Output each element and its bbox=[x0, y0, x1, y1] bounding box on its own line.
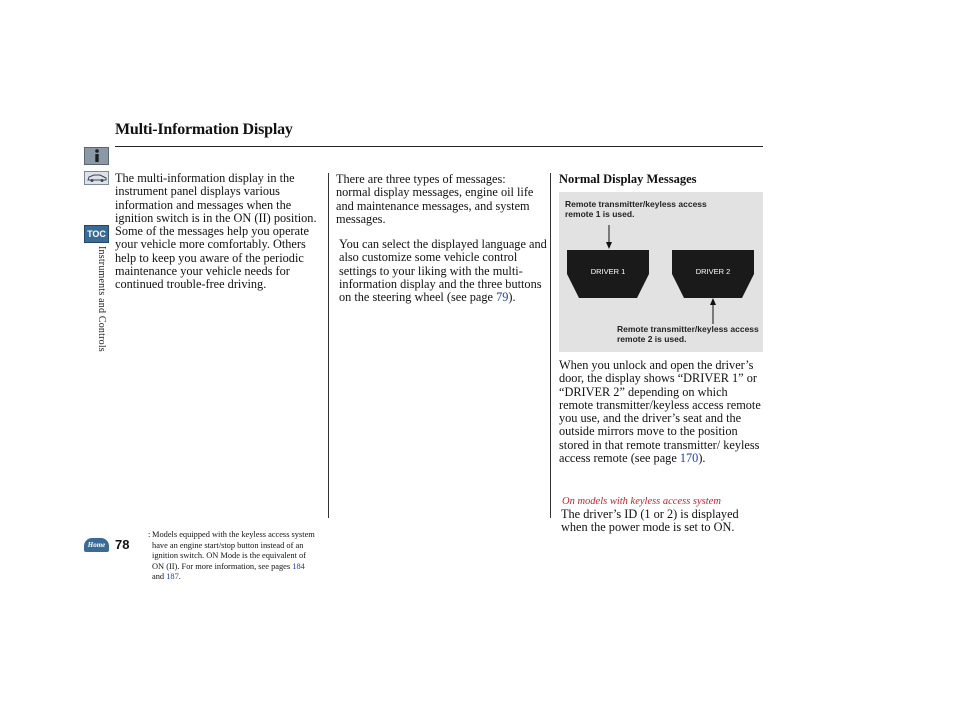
footnote bbox=[148, 530, 316, 583]
info-glyph bbox=[92, 149, 102, 163]
column-divider-2 bbox=[550, 173, 551, 518]
car-glyph bbox=[86, 173, 108, 183]
page-170-link[interactable]: 170 bbox=[679, 451, 699, 466]
home-button[interactable]: Home bbox=[84, 538, 109, 552]
page-187-link[interactable]: 187 bbox=[166, 572, 179, 582]
customize-paragraph bbox=[339, 238, 547, 304]
column-divider-1 bbox=[328, 173, 329, 518]
driver-display-figure bbox=[559, 192, 763, 352]
section-label: Instruments and Controls bbox=[96, 246, 107, 352]
footnote-and: and bbox=[152, 572, 167, 582]
info-icon[interactable] bbox=[84, 147, 109, 165]
model-note: On models with keyless access system bbox=[562, 496, 721, 507]
footnote-text: Models equipped with the keyless access system have an engine start/stop button instead of an ignition switch. ON Mode is the equivalent of ON (II). For more information, see pages bbox=[152, 530, 315, 571]
driver-paragraph bbox=[559, 359, 764, 465]
car-icon[interactable] bbox=[84, 171, 109, 185]
remote1-caption: Remote transmitter/keyless access remote 1 is used. bbox=[565, 199, 707, 219]
footnote-marker: : bbox=[148, 530, 151, 539]
remote2-caption: Remote transmitter/keyless access remote 2 is used. bbox=[617, 324, 759, 344]
arrow-head-2 bbox=[710, 298, 716, 305]
page-184-link[interactable]: 184 bbox=[292, 561, 305, 571]
footnote-end: . bbox=[178, 572, 181, 582]
driver-id-note: The driver’s ID (1 or 2) is displayed when the power mode is set to ON. bbox=[561, 507, 739, 535]
page-title: Multi-Information Display bbox=[115, 121, 293, 138]
customize-text-end: ). bbox=[508, 290, 516, 305]
message-types-paragraph: There are three types of messages: normal display messages, engine oil life and maintenance messages, and system messages. bbox=[336, 172, 534, 226]
customize-text: You can select the displayed language and also customize some vehicle control settings to your liking with the multi-information display and the three buttons on the steering wheel (see page bbox=[339, 237, 547, 305]
driver-text-end: ). bbox=[698, 451, 706, 466]
page-number: 78 bbox=[115, 537, 130, 552]
page-79-link[interactable]: 79 bbox=[496, 290, 509, 305]
footnote-body bbox=[148, 530, 316, 583]
toc-button[interactable]: TOC bbox=[84, 225, 109, 243]
section-heading: Normal Display Messages bbox=[559, 172, 697, 186]
arrow-head-1 bbox=[606, 242, 612, 249]
driver-text: When you unlock and open the driver’s door, the display shows “DRIVER 1” or “DRIVER 2” depending on which remote transmitter/keyless access remote you use, and the driver’s seat and the outside mirrors move to the position stored in that remote transmitter/ keyless access remote (see page bbox=[559, 358, 761, 466]
driver2-label: DRIVER 2 bbox=[695, 267, 731, 276]
driver1-label: DRIVER 1 bbox=[590, 267, 626, 276]
intro-paragraph: The multi-information display in the instrument panel displays various information and messages when the ignition switch is in the ON (II) position. Some of the messages help you operate your vehicle more comfortably. Others help to keep you aware of the periodic maintenance your vehicle needs for continued trouble-free driving. bbox=[115, 171, 317, 292]
title-divider bbox=[115, 146, 763, 147]
